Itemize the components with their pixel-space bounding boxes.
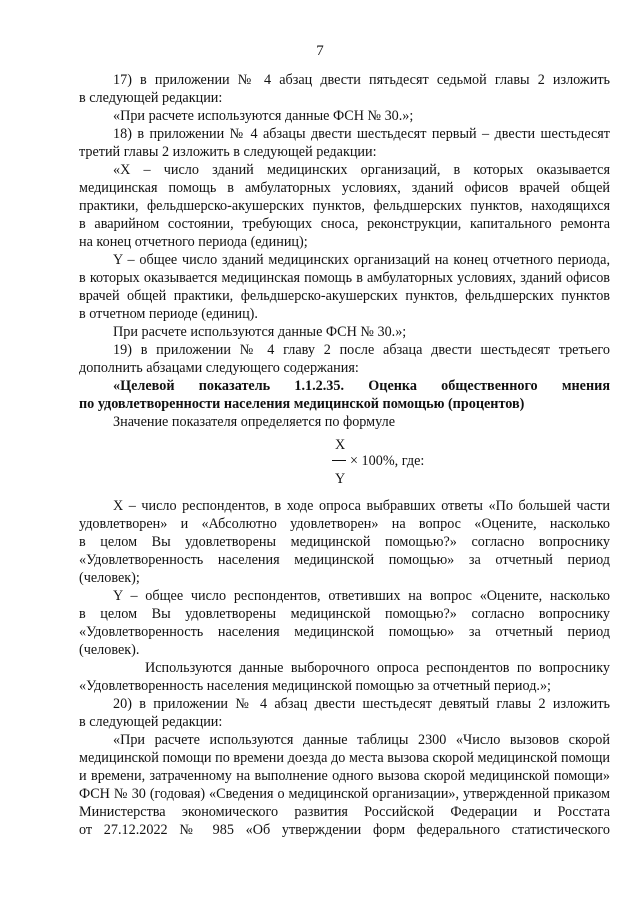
paragraph-line: в целом Вы удовлетворены медицинской помощью?» согласно вопроснику [79, 606, 610, 622]
paragraph-line: X – число респондентов, в ходе опроса выбравших ответы «По большей части [113, 498, 610, 514]
paragraph-line: в следующей редакции: [79, 90, 223, 106]
paragraph-line: «Удовлетворенность населения медицинской помощью» за отчетный период [79, 624, 610, 640]
paragraph-line: «X – число зданий медицинских организаций, в которых оказывается [113, 162, 610, 178]
paragraph-line: Министерства экономического развития Российской Федерации и Росстата [79, 804, 610, 820]
paragraph-line: третий главы 2 изложить в следующей редакции: [79, 144, 377, 160]
paragraph-line: на конец отчетного периода (единиц); [79, 234, 308, 250]
formula-operator: × 100%, где: [350, 453, 425, 469]
page-number: 7 [316, 43, 324, 59]
indicator-title-line: «Целевой показатель 1.1.2.35. Оценка общественного мнения [113, 378, 610, 394]
paragraph-line: (человек); [79, 570, 140, 586]
paragraph-line: в отчетном периоде (единиц). [79, 306, 258, 322]
paragraph-line: в которых оказывается медицинская помощь в амбулаторных условиях, зданий офисов [79, 270, 610, 286]
paragraph-line: врачей общей практики, фельдшерско-акушерских пунктов, фельдшерских пунктов [79, 288, 610, 304]
paragraph-line: Значение показателя определяется по формуле [113, 414, 396, 430]
paragraph-line: медицинская помощь в амбулаторных условиях, зданий офисов врачей общей [79, 180, 610, 196]
paragraph-line: Y – общее число респондентов, ответивших на вопрос «Оцените, насколько [113, 588, 610, 604]
paragraph-line: «При расчете используются данные таблицы 2300 «Число вызовов скорой [113, 732, 610, 748]
formula-denominator: Y [335, 471, 346, 487]
paragraph-line: и времени, затраченному на выполнение одного вызова скорой медицинской помощи» [79, 768, 610, 784]
paragraph-line: медицинской помощи по времени доезда до места вызова скорой медицинской помощи [79, 750, 610, 766]
paragraph-line: 18) в приложении № 4 абзацы двести шестьдесят первый – двести шестьдесят [113, 126, 610, 142]
paragraph-line: «При расчете используются данные ФСН № 30.»; [113, 108, 414, 124]
paragraph-line: Используются данные выборочного опроса респондентов по вопроснику [145, 660, 610, 676]
paragraph-line: в целом Вы удовлетворены медицинской помощью?» согласно вопроснику [79, 534, 610, 550]
formula-fraction-bar [332, 460, 346, 461]
paragraph-line: Y – общее число зданий медицинских организаций на конец отчетного периода, [113, 252, 610, 268]
paragraph-line: При расчете используются данные ФСН № 30.»; [113, 324, 407, 340]
paragraph-line: удовлетворен» и «Абсолютно удовлетворен» на вопрос «Оцените, насколько [79, 516, 610, 532]
paragraph-line: 20) в приложении № 4 абзац двести шестьдесят девятый главы 2 изложить [113, 696, 610, 712]
paragraph-line: от 27.12.2022 № 985 «Об утверждении форм федерального статистического [79, 822, 610, 838]
paragraph-line: в следующей редакции: [79, 714, 223, 730]
paragraph-line: «Удовлетворенность населения медицинской помощью» за отчетный период [79, 552, 610, 568]
paragraph-line: 17) в приложении № 4 абзац двести пятьдесят седьмой главы 2 изложить [113, 72, 610, 88]
paragraph-line: «Удовлетворенность населения медицинской помощью за отчетный период.»; [79, 678, 551, 694]
paragraph-line: 19) в приложении № 4 главу 2 после абзаца двести шестьдесят третьего [113, 342, 610, 358]
indicator-title-line: по удовлетворенности населения медицинской помощью (процентов) [79, 396, 525, 412]
paragraph-line: (человек). [79, 642, 140, 658]
paragraph-line: практики, фельдшерско-акушерских пунктов, фельдшерских пунктов, находящихся [79, 198, 610, 214]
formula-numerator: X [335, 437, 346, 453]
paragraph-line: дополнить абзацами следующего содержания: [79, 360, 359, 376]
paragraph-line: ФСН № 30 (годовая) «Сведения о медицинской организации», утвержденной приказом [79, 786, 610, 802]
paragraph-line: в аварийном состоянии, требующих сноса, реконструкции, капитального ремонта [79, 216, 610, 232]
